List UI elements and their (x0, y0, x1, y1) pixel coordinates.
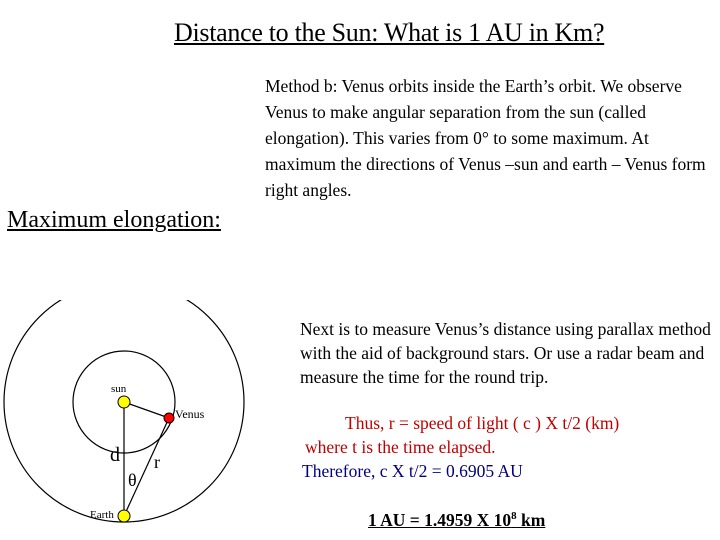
earth-dot (118, 510, 130, 522)
method-description: Method b: Venus orbits inside the Earth’s orbit. We observe Venus to make angular separation from the sun (called elongation). This varies from 0° to some maximum. At maximum the directions of Venus –sun and earth – Venus form right angles. (265, 76, 706, 200)
venus-label: Venus (175, 407, 205, 421)
time-elapsed-note: where t is the time elapsed. (305, 437, 496, 457)
sun-dot (118, 396, 130, 408)
r-label: r (154, 452, 160, 472)
parallax-description: Next is to measure Venus’s distance using parallax method with the aid of background stars. Or use a radar beam and measure the time for the round trip. (300, 319, 711, 387)
section-heading: Maximum elongation: (7, 207, 221, 233)
venus-dot (164, 413, 174, 423)
earth-label: Earth (90, 509, 114, 521)
d-label: d (110, 444, 120, 466)
au-km-result (368, 510, 545, 531)
elongation-diagram (0, 300, 300, 540)
au-exponent: 8 (511, 510, 517, 523)
sun-label: sun (111, 383, 127, 395)
speed-of-light-formula: Thus, r = speed of light ( c ) X t/2 (km) (345, 413, 620, 433)
page-title: Distance to the Sun: What is 1 AU in Km? (174, 18, 605, 47)
au-suffix: km (516, 510, 546, 530)
au-fraction-result: Therefore, c X t/2 = 0.6905 AU (302, 461, 523, 481)
line-earth-venus (124, 418, 169, 516)
theta-label: θ (128, 470, 137, 490)
au-prefix: 1 AU = 1.4959 X 10 (368, 510, 512, 530)
line-sun-venus (124, 402, 169, 418)
